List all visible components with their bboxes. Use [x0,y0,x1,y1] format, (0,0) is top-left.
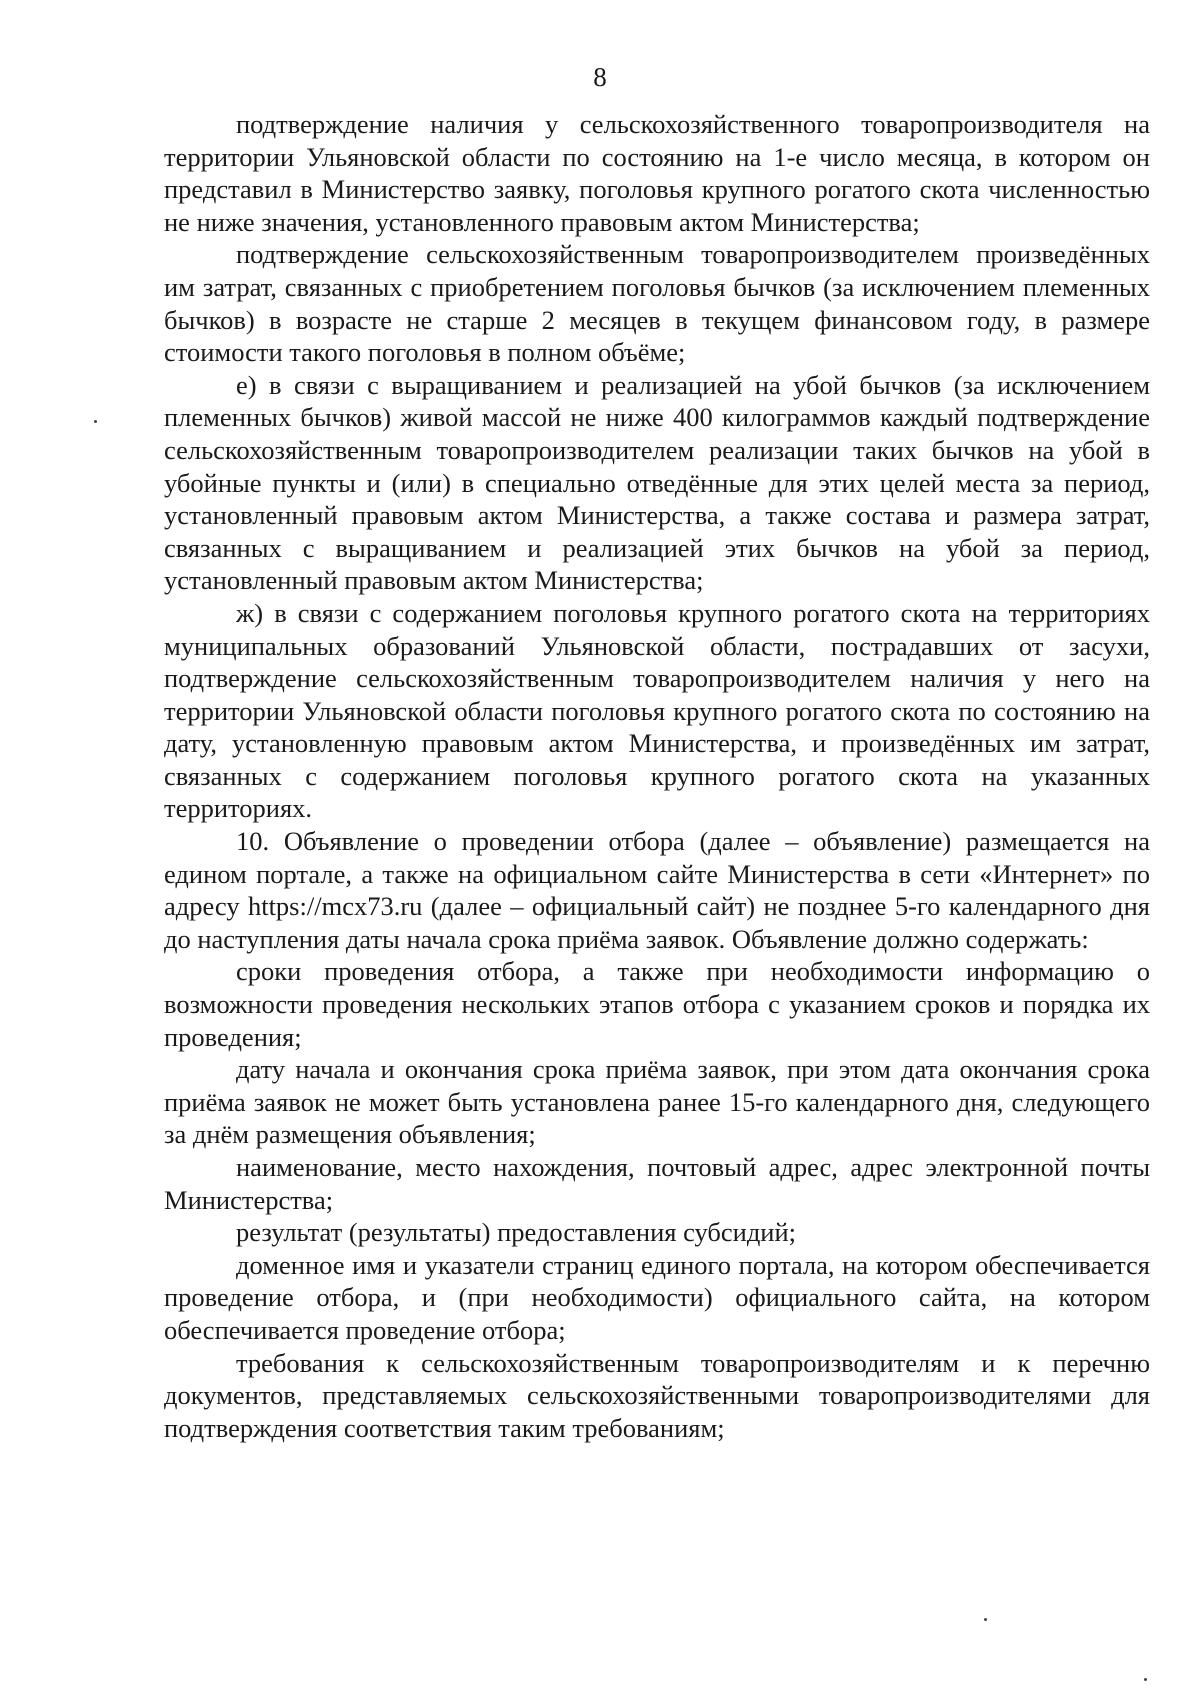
paragraph-livestock-availability: подтверждение наличия у сельскохозяйственного товаропроизводителя на территории Ульяновской области по состоянию на 1-е число месяца, в котором он представил в Министерство заявку, поголовья крупного рогатого скота численностью не ниже значения, установленного правовым актом Министерства; [164,109,1150,237]
paragraph-ministry-address: наименование, место нахождения, почтовый адрес, адрес электронной почты Министерства; [164,1152,1150,1215]
scan-speck [984,1618,987,1621]
paragraph-application-dates: дату начала и окончания срока приёма заявок, при этом дата окончания срока приёма заявок не может быть установлена ранее 15-го календарного дня, следующего за днём размещения объявления; [164,1054,1150,1150]
paragraph-selection-terms: сроки проведения отбора, а также при необходимости информацию о возможности проведения нескольких этапов отбора с указанием сроков и порядка их проведения; [164,956,1150,1052]
paragraph-bull-purchase-costs: подтверждение сельскохозяйственным товаропроизводителем произведённых им затрат, связанных с приобретением поголовья бычков (за исключением племенных бычков) в возрасте не старше 2 месяцев в текущем финансовом году, в размере стоимости такого поголовья в полном объёме; [164,239,1150,368]
paragraph-section-10: 10. Объявление о проведении отбора (далее – объявление) размещается на едином портале, а также на официальном сайте Министерства в сети «Интернет» по адресу https://mcx73.ru (далее – официальный сайт) не позднее 5-го календарного дня до наступления даты начала срока приёма заявок. Объявление должно содержать: [164,826,1150,954]
paragraph-portal-domain: доменное имя и указатели страниц единого портала, на котором обеспечивается проведение отбора, и (при необходимости) официального сайта, на котором обеспечивается проведение отбора; [164,1249,1150,1345]
paragraph-producer-requirements: требования к сельскохозяйственным товаропроизводителям и к перечню документов, представляемых сельскохозяйственными товаропроизводителями для подтверждения соответствия таким требованиям; [164,1347,1150,1443]
paragraph-item-e: е) в связи с выращиванием и реализацией на убой бычков (за исключением племенных бычков) живой массой не ниже 400 килограммов каждый подтверждение сельскохозяйственным товаропроизводителем реализации таких бычков на убой в убойные пункты и (или) в специально отведённые для этих целей места за период, установленный правовым актом Министерства, а также состава и размера затрат, связанных с выращиванием и реализацией этих бычков на убой за период, установленный правовым актом Министерства; [164,369,1150,596]
document-body [164,108,1150,1444]
page-number: 8 [593,62,607,92]
scan-speck [1144,1678,1147,1681]
paragraph-item-zh: ж) в связи с содержанием поголовья крупного рогатого скота на территориях муниципальных образований Ульяновской области, пострадавших от засухи, подтверждение сельскохозяйственным товаропроизводителем наличия у него на территории Ульяновской области поголовья крупного рогатого скота по состоянию на дату, установленную правовым актом Министерства, и произведённых им затрат, связанных с содержанием поголовья крупного рогатого скота на указанных территориях. [164,597,1150,824]
scan-speck [94,420,97,423]
paragraph-subsidy-result: результат (результаты) предоставления субсидий; [236,1217,797,1248]
